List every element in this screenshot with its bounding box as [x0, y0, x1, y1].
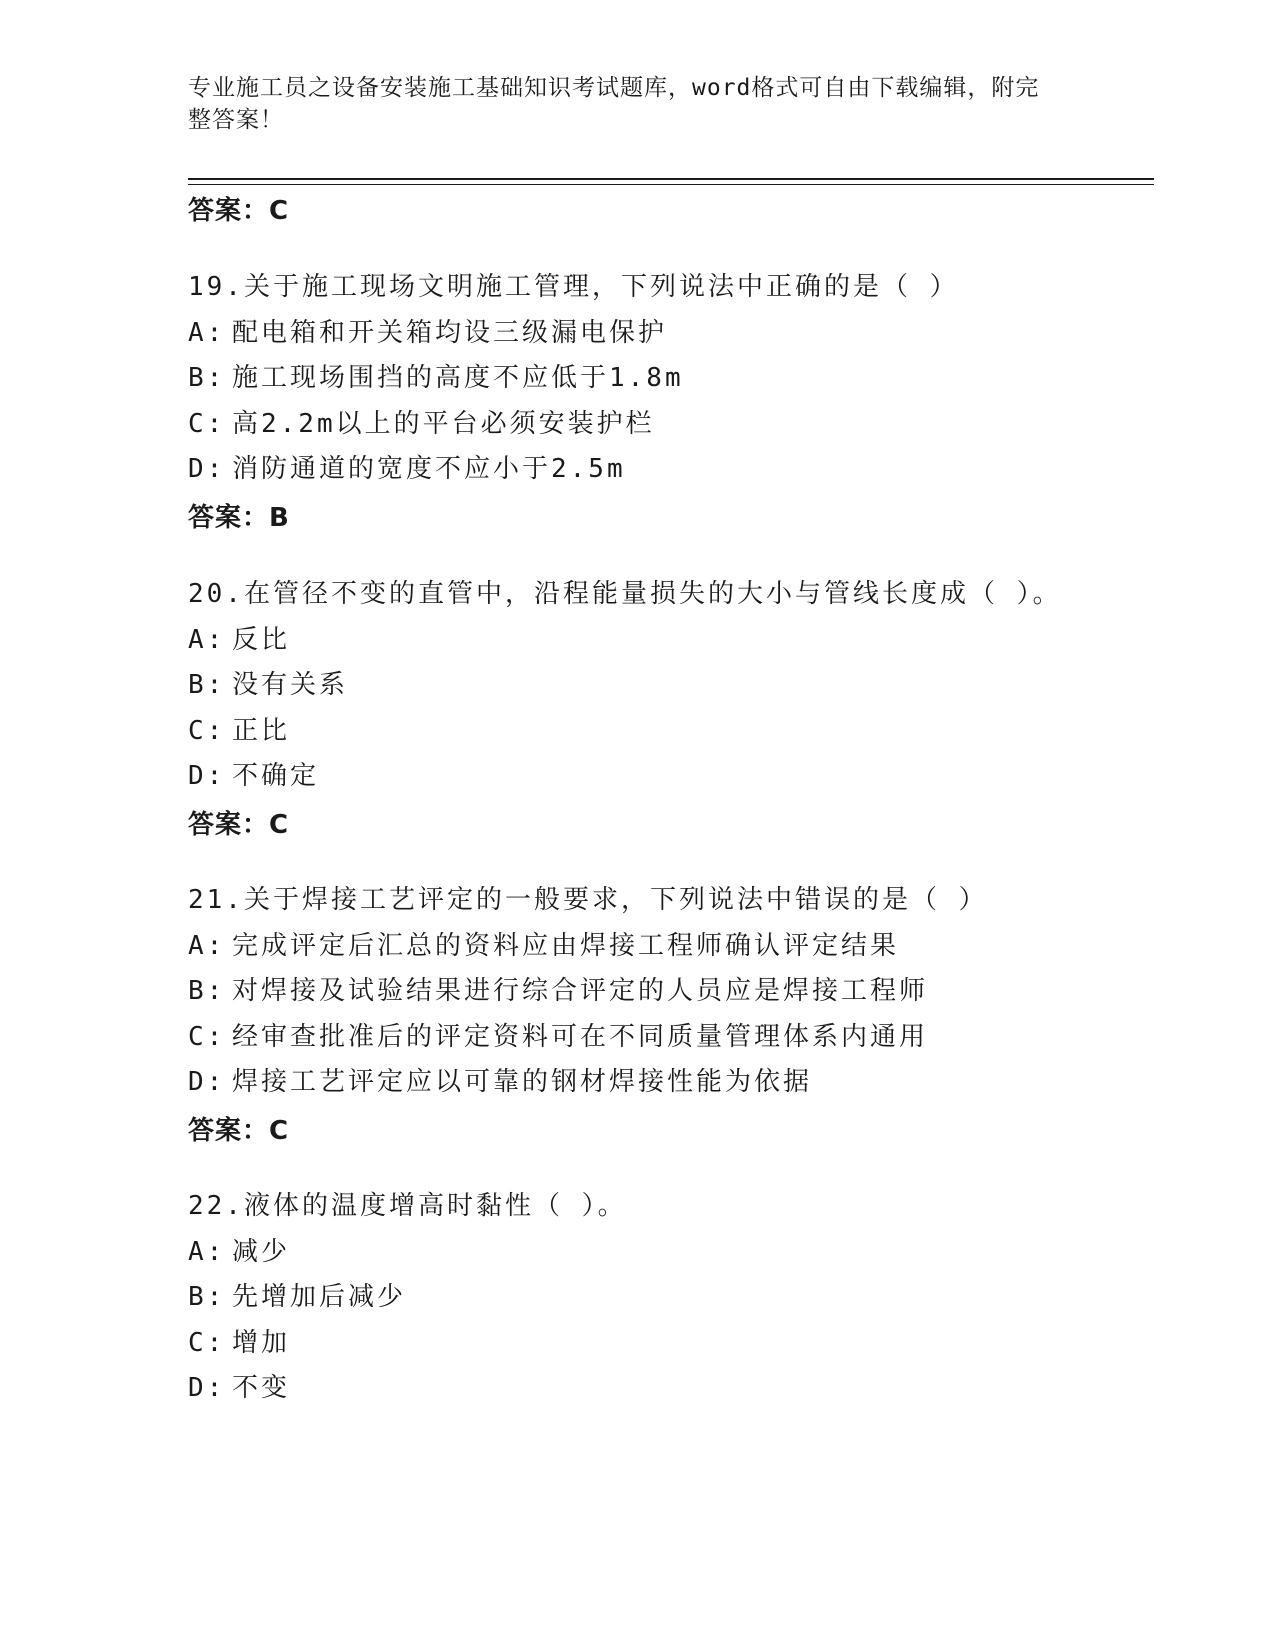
option-letter: A: — [188, 1236, 226, 1267]
answer-label: 答案： — [188, 196, 270, 226]
option-a — [188, 311, 1148, 357]
option-letter: C: — [188, 715, 226, 746]
option-text: 对焊接及试验结果进行综合评定的人员应是焊接工程师 — [232, 976, 929, 1006]
option-c — [188, 402, 1148, 448]
option-c — [188, 1015, 1148, 1061]
option-b — [188, 356, 1148, 402]
option-text: 不变 — [232, 1373, 291, 1403]
option-letter: B: — [188, 363, 226, 393]
option-letter: C: — [188, 1327, 226, 1358]
option-b — [188, 663, 1148, 709]
option-text: 增加 — [232, 1327, 291, 1358]
option-letter: D: — [188, 1067, 226, 1097]
option-c — [188, 1321, 1148, 1367]
answer-value: B — [269, 503, 290, 533]
question-stem: 20.在管径不变的直管中，沿程能量损失的大小与管线长度成（ ）。 — [188, 579, 1062, 609]
question-19 — [188, 265, 1148, 493]
header-divider-thin — [188, 184, 1154, 185]
option-letter: D: — [188, 761, 226, 791]
option-a — [188, 1230, 1148, 1276]
option-text: 高2.2m以上的平台必须安装护栏 — [232, 408, 655, 439]
option-letter: A: — [188, 317, 226, 348]
answer-label: 答案： — [188, 810, 270, 840]
option-text: 施工现场围挡的高度不应低于1.8m — [232, 363, 684, 393]
option-text: 消防通道的宽度不应小于2.5m — [232, 454, 626, 484]
option-text: 不确定 — [232, 761, 320, 791]
answer-value: C — [269, 1116, 290, 1146]
answer-label: 答案： — [188, 503, 270, 533]
option-text: 经审查批准后的评定资料可在不同质量管理体系内通用 — [232, 1021, 929, 1052]
option-a — [188, 618, 1148, 664]
question-21 — [188, 878, 1148, 1106]
option-text: 完成评定后汇总的资料应由焊接工程师确认评定结果 — [232, 930, 900, 961]
question-stem: 19.关于施工现场文明施工管理，下列说法中正确的是（ ） — [188, 272, 959, 302]
option-letter: D: — [188, 454, 226, 484]
option-text: 正比 — [232, 715, 291, 746]
option-text: 先增加后减少 — [232, 1282, 407, 1312]
option-d — [188, 1060, 1148, 1106]
question-stem: 21.关于焊接工艺评定的一般要求，下列说法中错误的是（ ） — [188, 885, 988, 915]
option-letter: D: — [188, 1373, 226, 1403]
answer-label: 答案： — [188, 1116, 270, 1146]
header-divider-thick — [188, 178, 1154, 180]
header-line-2: 整答案！ — [188, 107, 284, 133]
option-c — [188, 709, 1148, 755]
header-line-1: 专业施工员之设备安装施工基础知识考试题库，word格式可自由下载编辑，附完 — [188, 75, 1040, 101]
option-letter: A: — [188, 930, 226, 961]
answer-line-21 — [188, 1110, 289, 1147]
option-d — [188, 447, 1148, 493]
option-letter: B: — [188, 670, 226, 700]
document-header — [188, 72, 1068, 136]
option-b — [188, 969, 1148, 1015]
option-letter: C: — [188, 1021, 226, 1052]
option-text: 没有关系 — [232, 670, 349, 700]
option-letter: B: — [188, 976, 226, 1006]
answer-line-20 — [188, 804, 289, 841]
option-letter: B: — [188, 1282, 226, 1312]
answer-value: C — [269, 810, 290, 840]
option-b — [188, 1275, 1148, 1321]
question-stem: 22.液体的温度增高时黏性（ ）。 — [188, 1191, 627, 1221]
option-letter: C: — [188, 408, 226, 439]
question-20 — [188, 572, 1148, 800]
option-text: 配电箱和开关箱均设三级漏电保护 — [232, 317, 668, 348]
answer-line-18 — [188, 190, 289, 227]
option-d — [188, 1366, 1148, 1412]
answer-line-19 — [188, 497, 290, 534]
option-text: 减少 — [232, 1236, 291, 1267]
option-text: 反比 — [232, 624, 291, 655]
answer-value: C — [269, 196, 290, 226]
option-d — [188, 754, 1148, 800]
option-a — [188, 924, 1148, 970]
question-22 — [188, 1184, 1148, 1412]
option-text: 焊接工艺评定应以可靠的钢材焊接性能为依据 — [232, 1067, 813, 1097]
option-letter: A: — [188, 624, 226, 655]
